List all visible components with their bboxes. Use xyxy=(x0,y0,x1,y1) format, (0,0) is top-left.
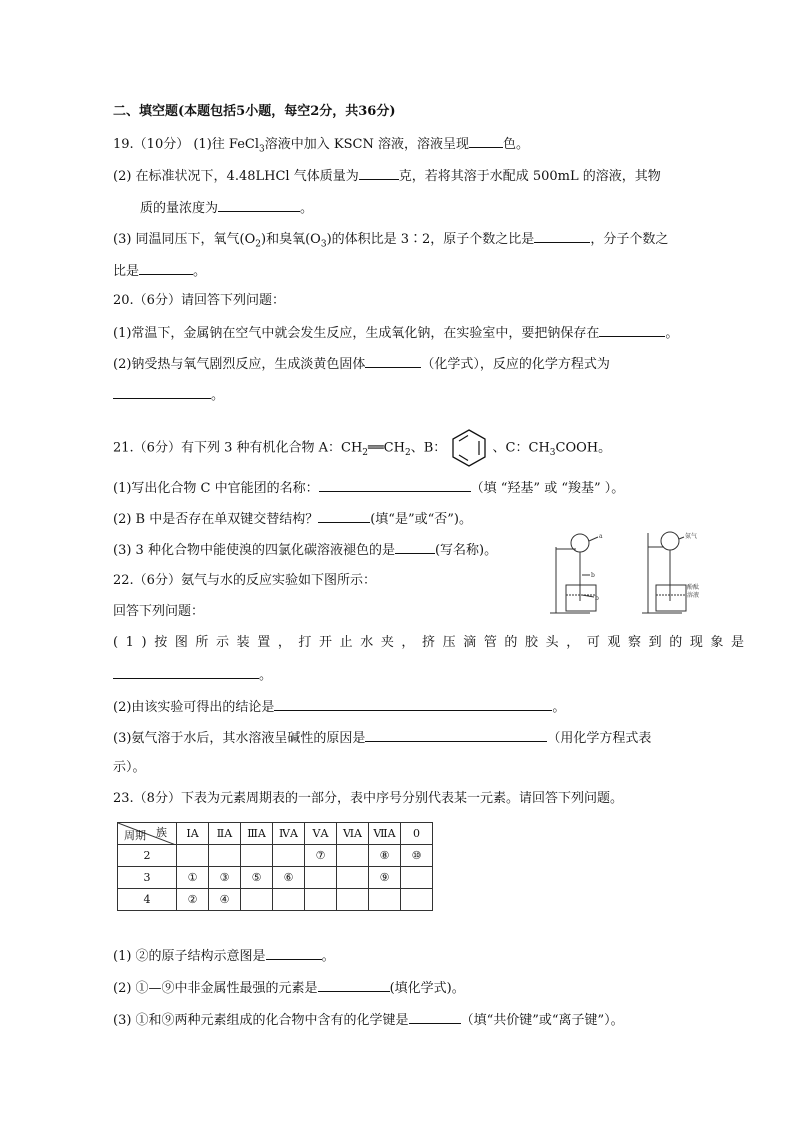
apparatus-right xyxy=(642,532,686,613)
table-cell xyxy=(305,867,337,889)
table-corner: 族 周期 xyxy=(118,823,177,845)
q22-blank-conclusion[interactable] xyxy=(274,697,552,711)
period-cell: 3 xyxy=(118,867,177,889)
q21-blank-functional-group[interactable] xyxy=(319,478,471,492)
table-header-row xyxy=(118,823,433,845)
period-cell: 4 xyxy=(118,889,177,911)
table-row xyxy=(118,845,433,867)
svg-text:溶液: 溶液 xyxy=(687,592,700,599)
q20-line2: (1)常温下，金属钠在空气中就会发生反应，生成氧化钠，在实验室中，要把钠保存在 。 xyxy=(113,323,678,343)
header-cell: 0 xyxy=(401,823,433,845)
table-cell xyxy=(337,867,369,889)
q22-line2: 回答下列问题： xyxy=(113,604,205,619)
q21-blank-name[interactable] xyxy=(395,540,435,554)
header-cell: ⅥA xyxy=(337,823,369,845)
q23-blank-bond[interactable] xyxy=(409,1010,461,1024)
q23-line3: (2) ①—⑨中非金属性最强的元素是 (填化学式)。 xyxy=(113,978,465,998)
q23-line1: 23.（8分）下表为元素周期表的一部分，表中序号分别代表某一元素。请回答下列问题。 xyxy=(113,791,623,806)
table-cell xyxy=(337,889,369,911)
table-cell: ④ xyxy=(209,889,241,911)
table-cell xyxy=(273,845,305,867)
header-cell: ⅢA xyxy=(241,823,273,845)
q19-blank-atom-ratio[interactable] xyxy=(534,229,590,243)
svg-text:b: b xyxy=(595,595,599,602)
q22-line5: (2)由该实验可得出的结论是 。 xyxy=(113,697,565,717)
table-cell xyxy=(241,889,273,911)
table-cell xyxy=(369,889,401,911)
benzene-ring-icon xyxy=(450,428,488,468)
header-cell: ⅡA xyxy=(209,823,241,845)
table-cell: ⑦ xyxy=(305,845,337,867)
table-cell: ⑥ xyxy=(273,867,305,889)
q20-blank-storage[interactable] xyxy=(599,323,665,337)
q21-blank-structure[interactable] xyxy=(318,509,370,523)
section-title: 二、填空题(本题包括5小题，每空2分，共36分) xyxy=(113,104,396,119)
q20-line3: (2)钠受热与氧气剧烈反应，生成淡黄色固体 （化学式），反应的化学方程式为 xyxy=(113,354,610,374)
q19-blank-molecule-ratio[interactable] xyxy=(139,261,193,275)
table-cell: ② xyxy=(177,889,209,911)
q21-line3: (2) B 中是否存在单双键交替结构？ (填“是”或“否”)。 xyxy=(113,509,472,529)
table-row xyxy=(118,889,433,911)
q21-line4: (3) 3 种化合物中能使溴的四氯化碳溶液褪色的是 (写名称)。 xyxy=(113,540,497,560)
header-cell: ⅠA xyxy=(177,823,209,845)
q19-line2: (2) 在标准状况下，4.48LHCl 气体质量为 克，若将其溶于水配成 500mL 的溶液，其物 xyxy=(113,166,661,186)
header-cell: ⅦA xyxy=(369,823,401,845)
svg-text:b: b xyxy=(591,572,595,579)
q20-line1: 20.（6分）请回答下列问题： xyxy=(113,293,285,308)
table-cell xyxy=(177,845,209,867)
svg-text:a: a xyxy=(599,533,603,540)
q22-line7: 示）。 xyxy=(113,760,146,775)
q22-blank-equation[interactable] xyxy=(365,728,547,742)
fountain-apparatus-figure xyxy=(550,527,700,619)
q21-line1: 21.（6分）有下列 3 种有机化合物 A：$CH_2══CH_2$、B： 、C：$CH_3COOH$。 xyxy=(113,428,611,468)
q21-line2: (1)写出化合物 C 中官能团的名称： （填 “羟基” 或 “羧基” ）。 xyxy=(113,478,624,498)
q20-blank-formula[interactable] xyxy=(365,354,421,368)
q20-line4: 。 xyxy=(113,385,224,405)
table-cell: ① xyxy=(177,867,209,889)
q20-blank-equation[interactable] xyxy=(113,385,211,399)
q23-line4: (3) ①和⑨两种元素组成的化合物中含有的化学键是 （填“共价键”或“离子键”）。 xyxy=(113,1010,624,1030)
table-cell: ⑤ xyxy=(241,867,273,889)
table-cell xyxy=(305,889,337,911)
q23-blank-diagram[interactable] xyxy=(266,946,322,960)
q22-blank-phenomenon[interactable] xyxy=(113,665,259,679)
table-cell: ③ xyxy=(209,867,241,889)
q22-line3: (1)按图所示装置，打开止水夹，挤压滴管的胶头，可观察到的现象是 xyxy=(113,635,752,650)
table-cell xyxy=(273,889,305,911)
svg-text:氨气: 氨气 xyxy=(685,533,698,540)
table-cell xyxy=(337,845,369,867)
q19-blank-color[interactable] xyxy=(469,134,503,148)
table-cell: ⑨ xyxy=(369,867,401,889)
q23-line2: (1) ②的原子结构示意图是 。 xyxy=(113,946,335,966)
q22-line6: (3)氨气溶于水后，其水溶液呈碱性的原因是 （用化学方程式表 xyxy=(113,728,651,748)
table-cell xyxy=(209,845,241,867)
header-cell: ⅤA xyxy=(305,823,337,845)
period-cell: 2 xyxy=(118,845,177,867)
periodic-table xyxy=(117,822,433,911)
table-row xyxy=(118,867,433,889)
table-cell: ⑧ xyxy=(369,845,401,867)
q19-line1: 19.（10分） (1)往 FeCl$_3$溶液中加入 KSCN 溶液，溶液呈现 色。 xyxy=(113,134,529,159)
q19-line3: 质的量浓度为 。 xyxy=(140,198,313,218)
q22-line4: 。 xyxy=(113,665,272,685)
table-cell xyxy=(401,867,433,889)
table-cell xyxy=(401,889,433,911)
header-cell: ⅣA xyxy=(273,823,305,845)
q19-line5: 比是 。 xyxy=(113,261,206,281)
table-cell xyxy=(241,845,273,867)
q19-blank-conc[interactable] xyxy=(218,198,300,212)
svg-text:酚酞: 酚酞 xyxy=(687,584,700,591)
q19-blank-mass[interactable] xyxy=(359,166,399,180)
q19-line4: (3) 同温同压下，氧气$(O_2)$和臭氧$(O_3)$的体积比是 3∶2，原子个数之比是 ，分子个数之 xyxy=(113,229,668,254)
table-cell: ⑩ xyxy=(401,845,433,867)
q22-line1: 22.（6分）氨气与水的反应实验如下图所示： xyxy=(113,573,376,588)
q23-blank-element[interactable] xyxy=(318,978,390,992)
